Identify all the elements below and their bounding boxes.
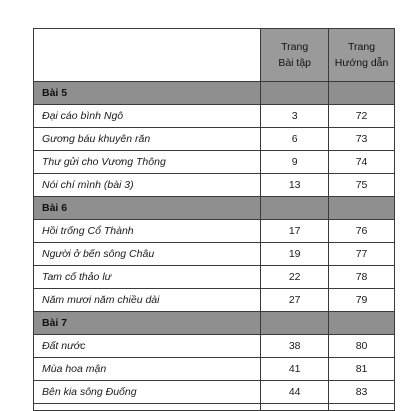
- exercise-page: 3: [261, 105, 329, 128]
- cut-off-cell: [34, 404, 261, 411]
- guide-page: 76: [329, 220, 395, 243]
- section-fill: [329, 82, 395, 105]
- exercise-page: 41: [261, 358, 329, 381]
- lesson-title: Thư gửi cho Vương Thông: [34, 151, 261, 174]
- table-row: [34, 128, 395, 151]
- guide-page: 81: [329, 358, 395, 381]
- guide-page: 74: [329, 151, 395, 174]
- section-fill: [329, 197, 395, 220]
- section-row: [34, 82, 395, 105]
- table-row: [34, 335, 395, 358]
- section-fill: [261, 197, 329, 220]
- header-row: [34, 29, 395, 82]
- exercise-page: 22: [261, 266, 329, 289]
- lesson-title: Bên kia sông Đuống: [34, 381, 261, 404]
- table-row: [34, 289, 395, 312]
- exercise-page: 44: [261, 381, 329, 404]
- lesson-title: Người ở bến sông Châu: [34, 243, 261, 266]
- table-row: [34, 266, 395, 289]
- section-fill: [261, 82, 329, 105]
- table-of-contents: [33, 28, 395, 411]
- section-row: [34, 197, 395, 220]
- table-row: [34, 358, 395, 381]
- cut-off-cell: [329, 404, 395, 411]
- table-row: [34, 105, 395, 128]
- guide-page: 83: [329, 381, 395, 404]
- lesson-title: Tam cố thảo lư: [34, 266, 261, 289]
- section-title: Bài 7: [34, 312, 261, 335]
- section-title: Bài 6: [34, 197, 261, 220]
- header-exercise-line2: Bài tập: [278, 57, 312, 69]
- lesson-title: Đại cáo bình Ngô: [34, 105, 261, 128]
- lesson-title: Hồi trống Cổ Thành: [34, 220, 261, 243]
- exercise-page: 17: [261, 220, 329, 243]
- exercise-page: 38: [261, 335, 329, 358]
- exercise-page: 13: [261, 174, 329, 197]
- table-row: [34, 220, 395, 243]
- guide-page: 78: [329, 266, 395, 289]
- exercise-page: 9: [261, 151, 329, 174]
- guide-page: 75: [329, 174, 395, 197]
- table-row-cut-off: [34, 404, 395, 411]
- header-guide-line2: Hướng dẫn: [334, 57, 389, 69]
- header-guide-line1: Trang: [348, 41, 376, 53]
- table-row: [34, 174, 395, 197]
- lesson-title: Gương báu khuyên răn: [34, 128, 261, 151]
- header-exercise-line1: Trang: [281, 41, 309, 53]
- lesson-title: Nói chí mình (bài 3): [34, 174, 261, 197]
- section-row: [34, 312, 395, 335]
- guide-page: 73: [329, 128, 395, 151]
- table-row: [34, 381, 395, 404]
- exercise-page: 19: [261, 243, 329, 266]
- section-title: Bài 5: [34, 82, 261, 105]
- header-exercise-page: [261, 29, 329, 82]
- header-blank-cell: [34, 29, 261, 82]
- guide-page: 77: [329, 243, 395, 266]
- exercise-page: 6: [261, 128, 329, 151]
- header-guide-page: [329, 29, 395, 82]
- guide-page: 79: [329, 289, 395, 312]
- cut-off-cell: [261, 404, 329, 411]
- guide-page: 72: [329, 105, 395, 128]
- section-fill: [329, 312, 395, 335]
- table-row: [34, 151, 395, 174]
- lesson-title: Mùa hoa mận: [34, 358, 261, 381]
- guide-page: 80: [329, 335, 395, 358]
- exercise-page: 27: [261, 289, 329, 312]
- table-row: [34, 243, 395, 266]
- lesson-title: Năm mươi năm chiều dài: [34, 289, 261, 312]
- lesson-title: Đất nước: [34, 335, 261, 358]
- section-fill: [261, 312, 329, 335]
